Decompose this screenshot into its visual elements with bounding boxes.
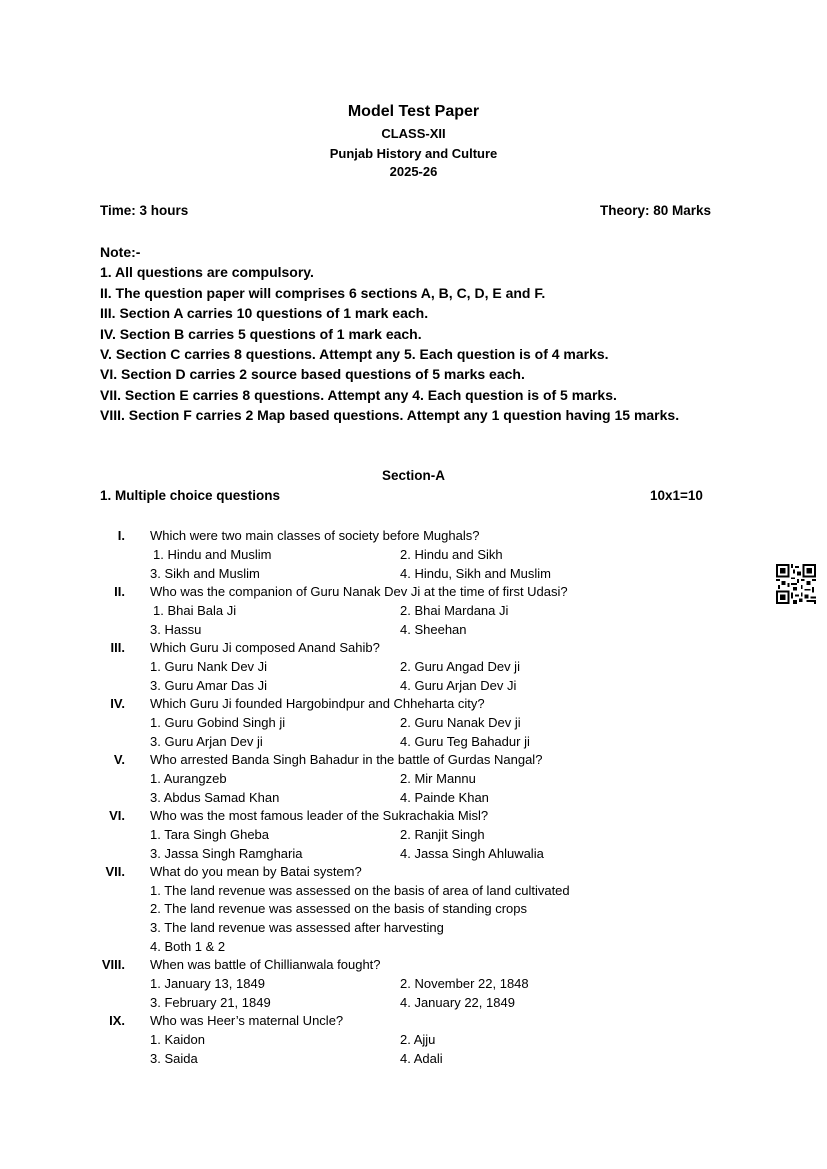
option-2: 2. Mir Mannu — [400, 771, 476, 786]
question-text: Who was the most famous leader of the Sukrachakia Misl? — [150, 808, 489, 823]
question-text: Who was Heer’s maternal Uncle? — [150, 1013, 344, 1028]
question-text: What do you mean by Batai system? — [150, 864, 362, 879]
option-3: 3. Hassu — [150, 622, 202, 637]
option-2: 2. The land revenue was assessed on the basis of standing crops — [150, 901, 527, 916]
option-4: 4. January 22, 1849 — [400, 995, 515, 1010]
question-number: I. — [117, 528, 125, 543]
theory-marks-label: Theory: 80 Marks — [600, 203, 712, 218]
option-3: 3. Abdus Samad Khan — [150, 790, 280, 805]
option-4: 4. Sheehan — [400, 622, 467, 637]
class-label: CLASS-XII — [381, 126, 446, 141]
option-4: 4. Adali — [400, 1051, 443, 1066]
question-number: VIII. — [101, 957, 125, 972]
note-item: II. The question paper will comprises 6 sections A, B, C, D, E and F. — [100, 285, 546, 301]
option-1: 1. The land revenue was assessed on the basis of area of land cultivated — [150, 883, 570, 898]
question-text: Who arrested Banda Singh Bahadur in the battle of Gurdas Nangal? — [150, 752, 543, 767]
question-number: V. — [113, 752, 125, 767]
option-2: 2. Bhai Mardana Ji — [400, 603, 509, 618]
option-4: 4. Both 1 & 2 — [150, 939, 226, 954]
notes-heading: Note:- — [100, 244, 141, 260]
question-number: III. — [110, 640, 125, 655]
option-4: 4. Guru Arjan Dev Ji — [400, 678, 517, 693]
question-number: IX. — [109, 1013, 125, 1028]
note-item: V. Section C carries 8 questions. Attempt any 5. Each question is of 4 marks. — [100, 346, 609, 362]
option-2: 2. Guru Angad Dev ji — [400, 659, 520, 674]
question-text: Who was the companion of Guru Nanak Dev Ji at the time of first Udasi? — [150, 584, 568, 599]
question-text: When was battle of Chillianwala fought? — [150, 957, 381, 972]
option-3: 3. Guru Arjan Dev ji — [150, 734, 263, 749]
section-a-marks: 10x1=10 — [650, 488, 703, 503]
option-1: 1. Tara Singh Gheba — [150, 827, 270, 842]
question-number: VI. — [109, 808, 125, 823]
note-item: III. Section A carries 10 questions of 1 mark each. — [100, 305, 429, 321]
option-1: 1. Aurangzeb — [150, 771, 227, 786]
note-item: VII. Section E carries 8 questions. Attempt any 4. Each question is of 5 marks. — [100, 387, 617, 403]
qr-code-icon — [776, 564, 816, 604]
section-a-heading: Section-A — [381, 468, 445, 483]
question-text: Which Guru Ji composed Anand Sahib? — [150, 640, 380, 655]
option-1: 1. Kaidon — [150, 1032, 205, 1047]
note-item: IV. Section B carries 5 questions of 1 mark each. — [100, 326, 422, 342]
option-2: 2. Ranjit Singh — [400, 827, 485, 842]
option-4: 4. Painde Khan — [400, 790, 489, 805]
option-2: 2. Guru Nanak Dev ji — [400, 715, 521, 730]
option-3: 3. Jassa Singh Ramgharia — [150, 846, 303, 861]
question-number: VII. — [105, 864, 125, 879]
option-3: 3. Guru Amar Das Ji — [150, 678, 268, 693]
option-2: 2. Ajju — [400, 1032, 436, 1047]
year-label: 2025-26 — [389, 164, 438, 179]
option-4: 4. Jassa Singh Ahluwalia — [400, 846, 544, 861]
option-4: 4. Hindu, Sikh and Muslim — [400, 566, 552, 581]
option-1: 1. Hindu and Muslim — [153, 547, 272, 562]
question-number: II. — [114, 584, 125, 599]
note-item: VIII. Section F carries 2 Map based questions. Attempt any 1 question having 15 marks. — [100, 407, 680, 423]
option-4: 4. Guru Teg Bahadur ji — [400, 734, 530, 749]
time-label: Time: 3 hours — [100, 203, 189, 218]
option-3: 3. Saida — [150, 1051, 198, 1066]
option-3: 3. Sikh and Muslim — [150, 566, 260, 581]
option-1: 1. Guru Nank Dev Ji — [150, 659, 268, 674]
page-title: Model Test Paper — [347, 103, 480, 120]
option-1: 1. January 13, 1849 — [150, 976, 265, 991]
option-1: 1. Bhai Bala Ji — [153, 603, 237, 618]
question-text: Which were two main classes of society before Mughals? — [150, 528, 480, 543]
question-number: IV. — [110, 696, 125, 711]
option-2: 2. Hindu and Sikh — [400, 547, 503, 562]
option-2: 2. November 22, 1848 — [400, 976, 529, 991]
note-item: VI. Section D carries 2 source based questions of 5 marks each. — [100, 366, 525, 382]
option-3: 3. The land revenue was assessed after harvesting — [150, 920, 444, 935]
question-text: Which Guru Ji founded Hargobindpur and Chheharta city? — [150, 696, 485, 711]
note-item: 1. All questions are compulsory. — [100, 264, 314, 280]
question-1-label: 1. Multiple choice questions — [100, 488, 281, 503]
subject-label: Punjab History and Culture — [329, 146, 498, 161]
option-1: 1. Guru Gobind Singh ji — [150, 715, 286, 730]
option-3: 3. February 21, 1849 — [150, 995, 271, 1010]
